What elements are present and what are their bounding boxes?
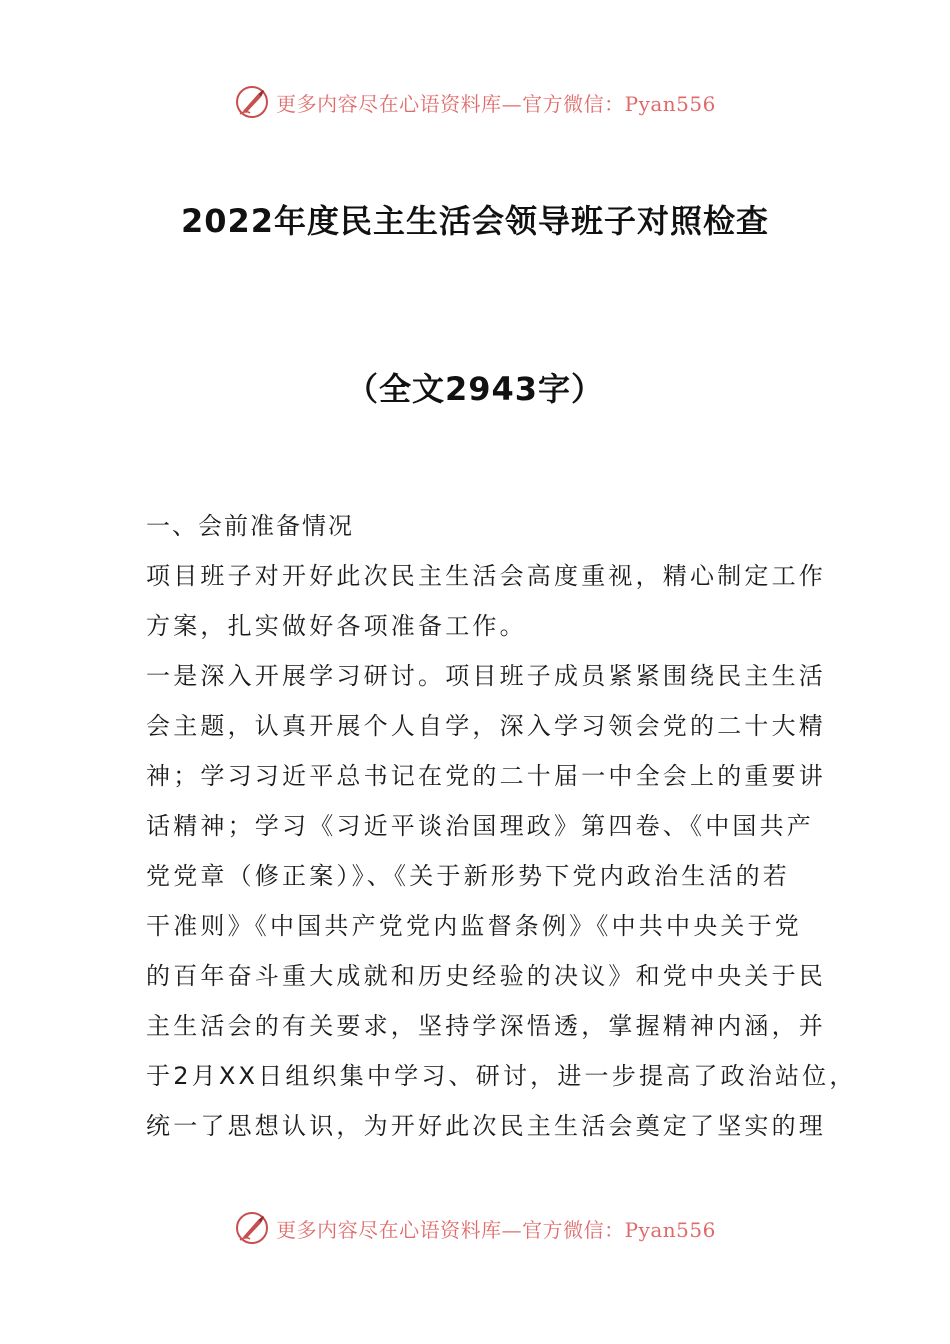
footer-watermark-banner (0, 1210, 950, 1246)
body-line: 主生活会的有关要求，坚持学深悟透，掌握精神内涵，并 (146, 1012, 826, 1040)
body-line: 方案，扎实做好各项准备工作。 (146, 612, 527, 640)
quill-pen-logo-icon (234, 84, 270, 120)
document-title: 2022年度民主生活会领导班子对照检查 (180, 202, 770, 240)
document-body (146, 506, 857, 1156)
body-line: 项目班子对开好此次民主生活会高度重视，精心制定工作 (146, 562, 826, 590)
banner-text: 更多内容尽在心语资料库—官方微信：Pyan556 (276, 1217, 716, 1242)
body-line: 党党章（修正案）》、《关于新形势下党内政治生活的若 (146, 862, 790, 890)
body-line: 干准则》《中国共产党党内监督条例》《中共中央关于党 (146, 912, 802, 940)
quill-pen-logo-icon (234, 1210, 270, 1246)
body-line: 话精神；学习《习近平谈治国理政》第四卷、《中国共产 (146, 812, 814, 840)
body-line: 的百年奋斗重大成就和历史经验的决议》和党中央关于民 (146, 962, 826, 990)
document-subtitle: （全文2943字） (345, 370, 605, 408)
header-watermark-banner (0, 84, 950, 120)
body-line: 神；学习习近平总书记在党的二十届一中全会上的重要讲 (146, 762, 826, 790)
body-line: 一是深入开展学习研讨。项目班子成员紧紧围绕民主生活 (146, 662, 826, 690)
body-line: 统一了思想认识，为开好此次民主生活会奠定了坚实的理 (146, 1112, 826, 1140)
section-heading: 一、会前准备情况 (146, 512, 354, 540)
body-line: 于2月XX日组织集中学习、研讨，进一步提高了政治站位， (146, 1062, 857, 1090)
body-line: 会主题，认真开展个人自学，深入学习领会党的二十大精 (146, 712, 826, 740)
banner-text: 更多内容尽在心语资料库—官方微信：Pyan556 (276, 91, 716, 116)
